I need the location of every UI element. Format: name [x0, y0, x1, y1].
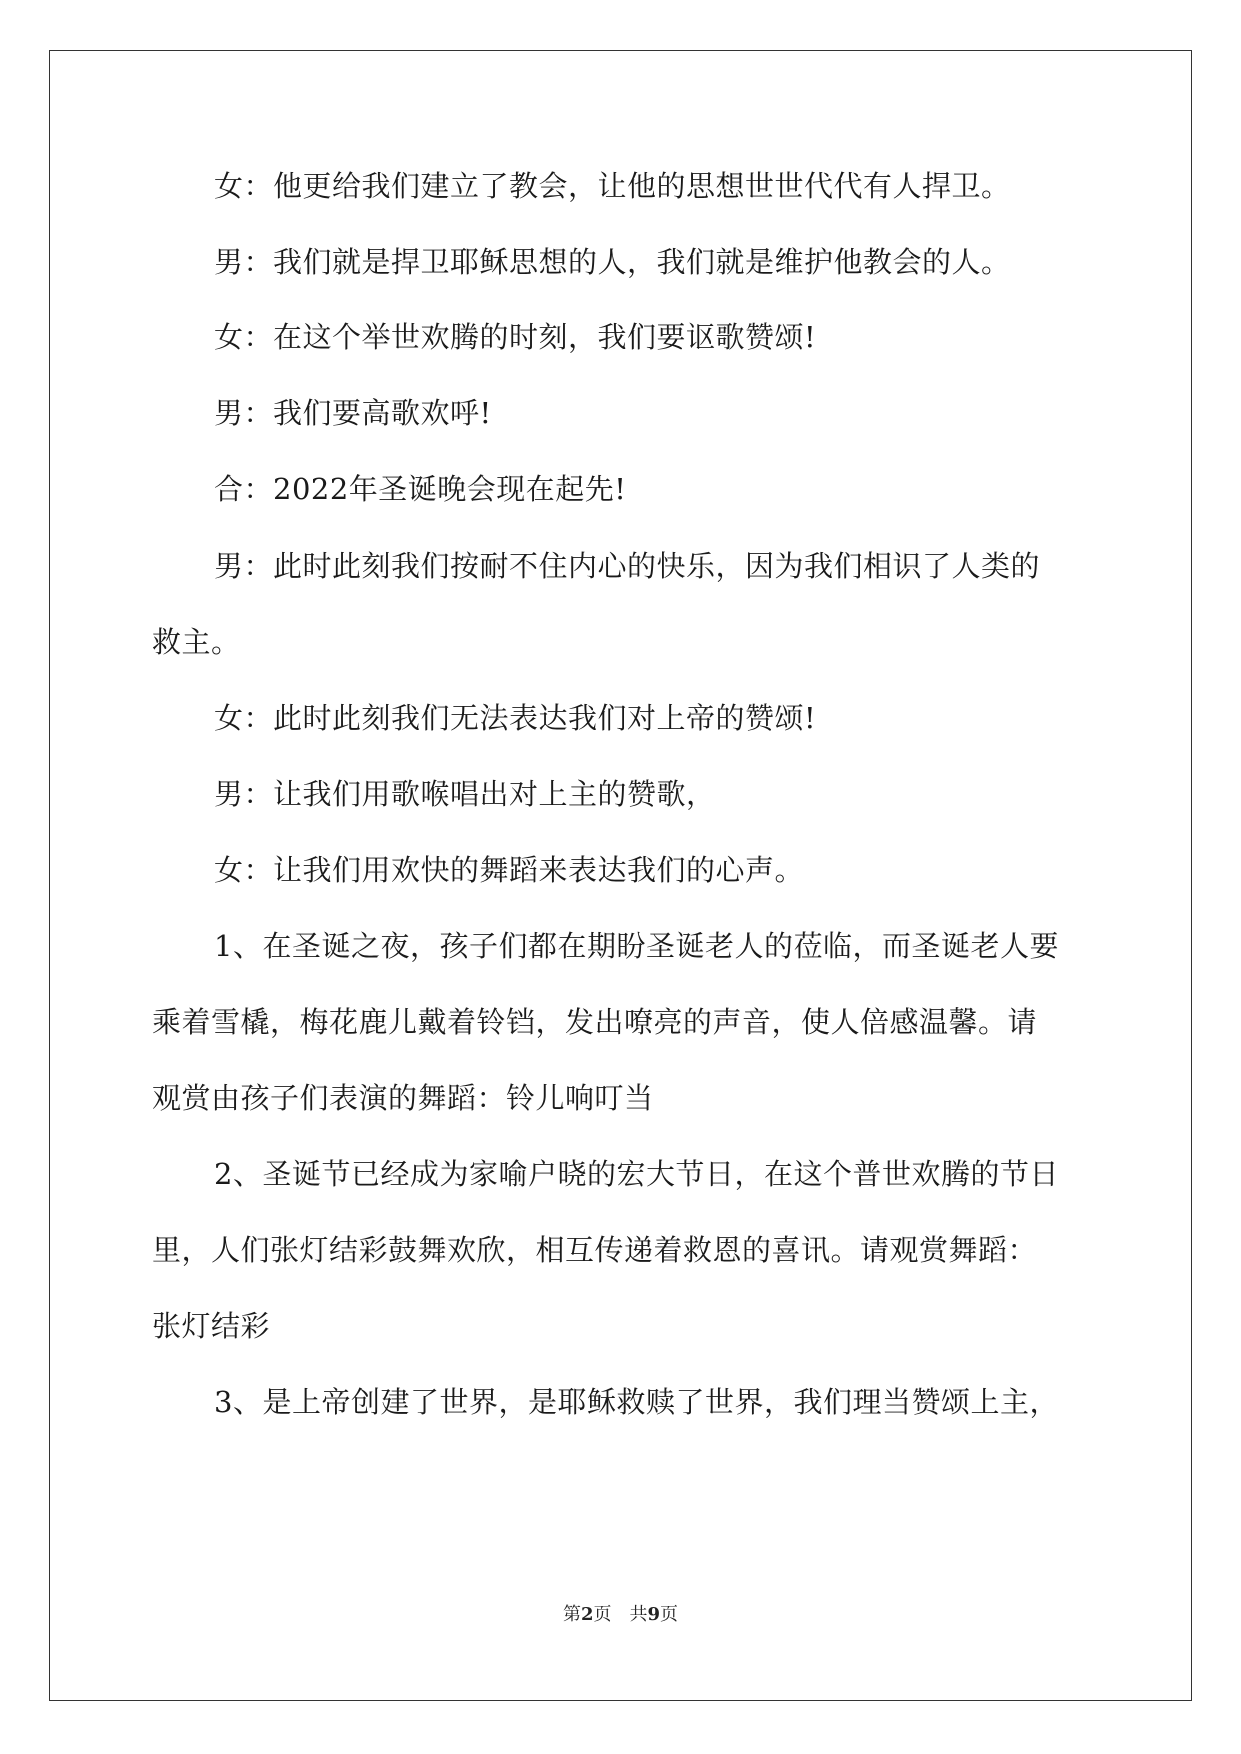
text-line: 3、是上帝创建了世界，是耶稣救赎了世界，我们理当赞颂上主， [214, 1385, 1059, 1419]
total-page-number: 9 [647, 1604, 661, 1625]
footer-suffix: 页 [660, 1604, 679, 1625]
text-line: 救主。 [152, 625, 241, 659]
text-line: 男：我们就是捍卫耶稣思想的人，我们就是维护他教会的人。 [214, 245, 1011, 279]
text-line: 女：此时此刻我们无法表达我们对上帝的赞颂! [214, 701, 817, 735]
text-line: 里，人们张灯结彩鼓舞欢欣，相互传递着救恩的喜讯。请观赏舞蹈： [152, 1233, 1038, 1267]
text-line: 合：2022年圣诞晚会现在起先! [214, 472, 627, 506]
text-line: 男：此时此刻我们按耐不住内心的快乐，因为我们相识了人类的 [214, 549, 1041, 583]
text-line: 2、圣诞节已经成为家喻户晓的宏大节日，在这个普世欢腾的节日 [214, 1157, 1059, 1191]
text-line: 女：他更给我们建立了教会，让他的思想世世代代有人捍卫。 [214, 169, 1011, 203]
text-line: 男：让我们用歌喉唱出对上主的赞歌， [214, 777, 716, 811]
current-page-number: 2 [580, 1604, 594, 1625]
text-line: 观赏由孩子们表演的舞蹈：铃儿响叮当 [152, 1081, 654, 1115]
text-line: 张灯结彩 [152, 1309, 271, 1343]
footer-prefix: 第 [562, 1604, 581, 1625]
text-line: 女：让我们用欢快的舞蹈来表达我们的心声。 [214, 853, 805, 887]
text-line: 乘着雪橇，梅花鹿儿戴着铃铛，发出嘹亮的声音，使人倍感温馨。请 [152, 1005, 1038, 1039]
text-line: 男：我们要高歌欢呼! [214, 396, 492, 430]
footer-middle: 页 共 [593, 1604, 648, 1625]
text-line: 1、在圣诞之夜，孩子们都在期盼圣诞老人的莅临，而圣诞老人要 [214, 929, 1059, 963]
text-line: 女：在这个举世欢腾的时刻，我们要讴歌赞颂! [214, 320, 817, 354]
page-footer [0, 1600, 1241, 1626]
